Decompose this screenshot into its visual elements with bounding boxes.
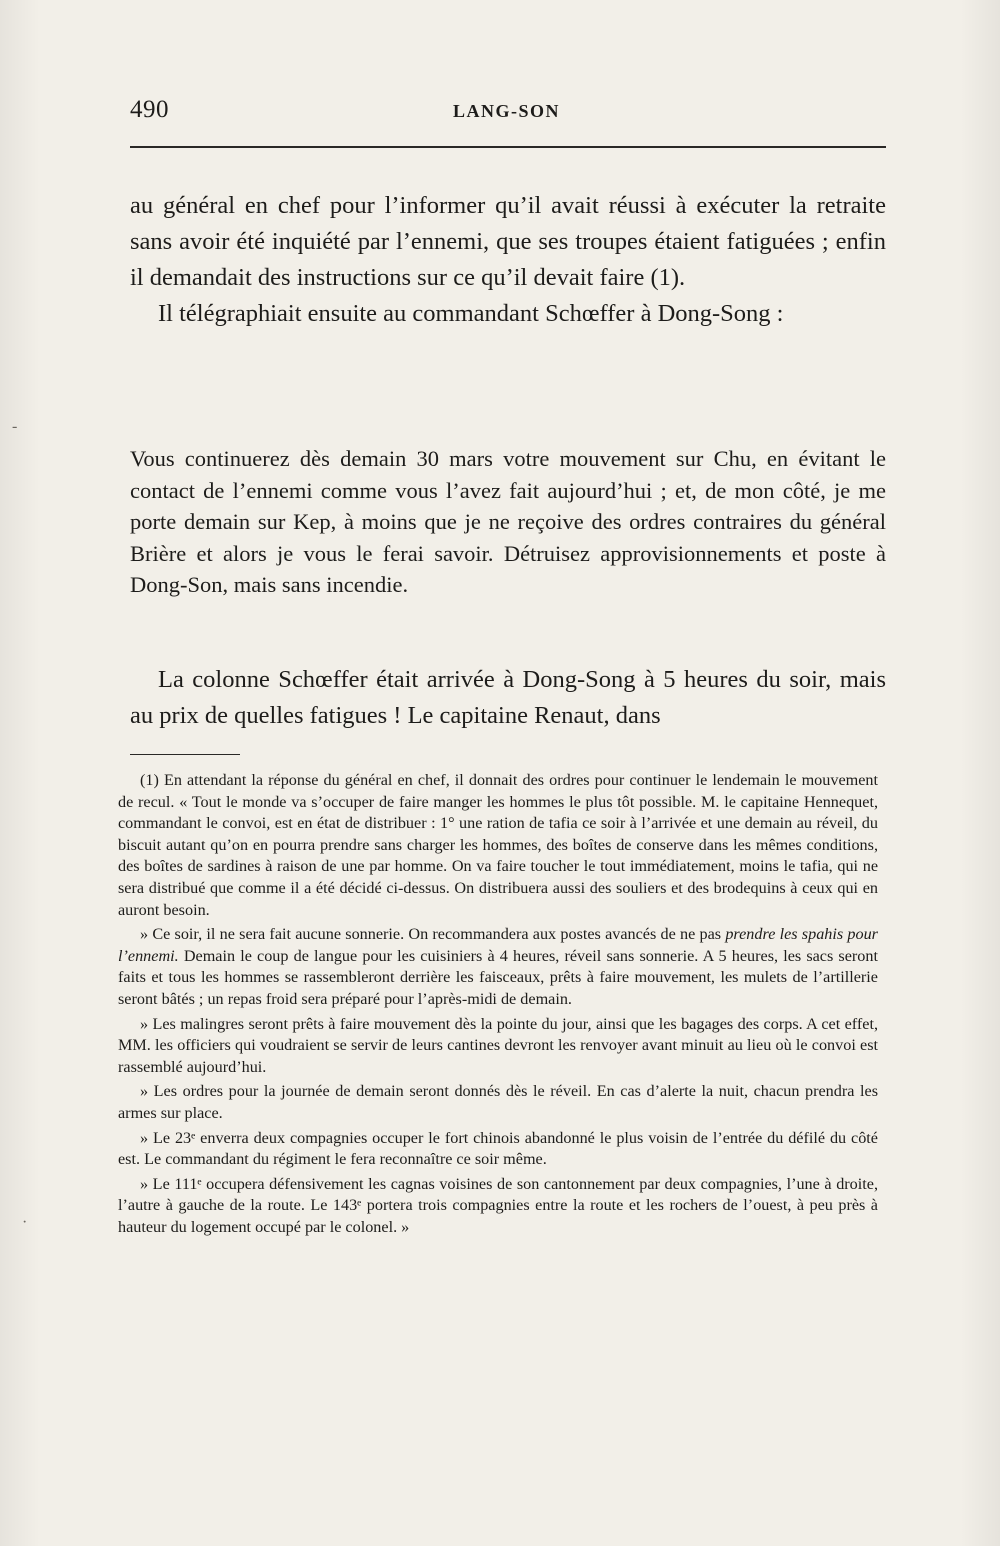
main-text [130,188,886,332]
footnote-1: (1) En attendant la réponse du général en chef, il donnait des ordres pour continuer le lendemain le mouvement de recul. « Tout le monde va s’occuper de faire manger les hommes le plus tôt possible. M. le capitaine Hennequet, commandant le convoi, est en état de distribuer : 1° une ration de tafia ce soir à l’arrivée et une demain au réveil, du biscuit autant qu’on en pourra prendre sans charger les hommes, des boîtes de conserve dans les mêmes conditions, des boîtes de sardines à raison de une par homme. On va faire toucher le tout immédiatement, moins le tafia, qui ne sera distribué que comme il a été décidé ci-dessus. On distribuera aussi des souliers et des brodequins à ceux qui en auront besoin. [118,771,878,919]
paragraph-2: Il télégraphiait ensuite au commandant Schœffer à Dong-Song : [158,300,784,327]
footnote-5: » Le 23ᵉ enverra deux compagnies occuper le fort chinois abandonné le plus voisin de l’entrée du défilé du côté est. Le commandant du régiment le fera reconnaître ce soir même. [118,1128,878,1169]
footnote-3: » Les malingres seront prêts à faire mouvement dès la pointe du jour, ainsi que les bagages des corps. A cet effet, MM. les officiers qui voudraient se servir de leurs cantines devront les renvoyer avant minuit au lieu où le convoi est rassemblé aujourd’hui. [118,1014,878,1076]
margin-speck: - [12,418,18,435]
footnote-4: » Les ordres pour la journée de demain seront donnés dès le réveil. En cas d’alerte la nuit, chacun prendra les armes sur place. [118,1082,878,1122]
footnote-6: » Le 111ᵉ occupera défensivement les cagnas voisines de son cantonnement par deux compagnies, l’une à droite, l’autre à gauche de la route. Le 143ᵉ portera trois compagnies entre la route et les rochers de l’ouest, à peu près à hauteur du logement occupé par le colonel. » [118,1174,878,1236]
telegram-quote: Vous continuerez dès demain 30 mars votre mouvement sur Chu, en évitant le contact de l’ennemi comme vous l’avez fait aujourd’hui ; et, de mon côté, je me porte demain sur Kep, à moins que je ne reçoive des ordres contraires du général Brière et alors je vous le ferai savoir. Détruisez approvisionnements et poste à Dong-Son, mais sans incendie. [130,446,886,597]
footnote-rule [130,754,240,755]
header-rule [130,146,886,148]
footnote-2-text-a: » Ce soir, il ne sera fait aucune sonnerie. On recommandera aux postes avancés de ne pas [140,925,726,944]
page-number: 490 [130,96,169,123]
margin-speck: · [22,1214,28,1231]
paragraph-3: La colonne Schœffer était arrivée à Dong-Song à 5 heures du soir, mais au prix de quelles fatigues ! Le capitaine Renaut, dans [130,666,886,729]
running-title: LANG-SON [453,101,561,121]
footnotes [118,770,878,1241]
footnote-2 [118,924,878,1010]
page-header [130,96,886,128]
footnote-2-text-b: Demain le coup de langue pour les cuisiniers à 4 heures, réveil sans sonnerie. A 5 heures, les sacs seront faits et tous les hommes se rassembleront derrière les faisceaux, prêts à faire mouvement, les mulets de l’artillerie seront bâtés ; un repas froid sera préparé pour l’après-midi de demain. [118,946,878,1008]
paragraph-1: au général en chef pour l’informer qu’il avait réussi à exécuter la retraite sans avoir été inquiété par l’ennemi, que ses troupes étaient fatiguées ; enfin il demandait des instructions sur ce qu’il devait faire (1). [130,192,886,291]
footnote-2-italic: prendre les spahis pour l’ennemi. [118,925,878,965]
